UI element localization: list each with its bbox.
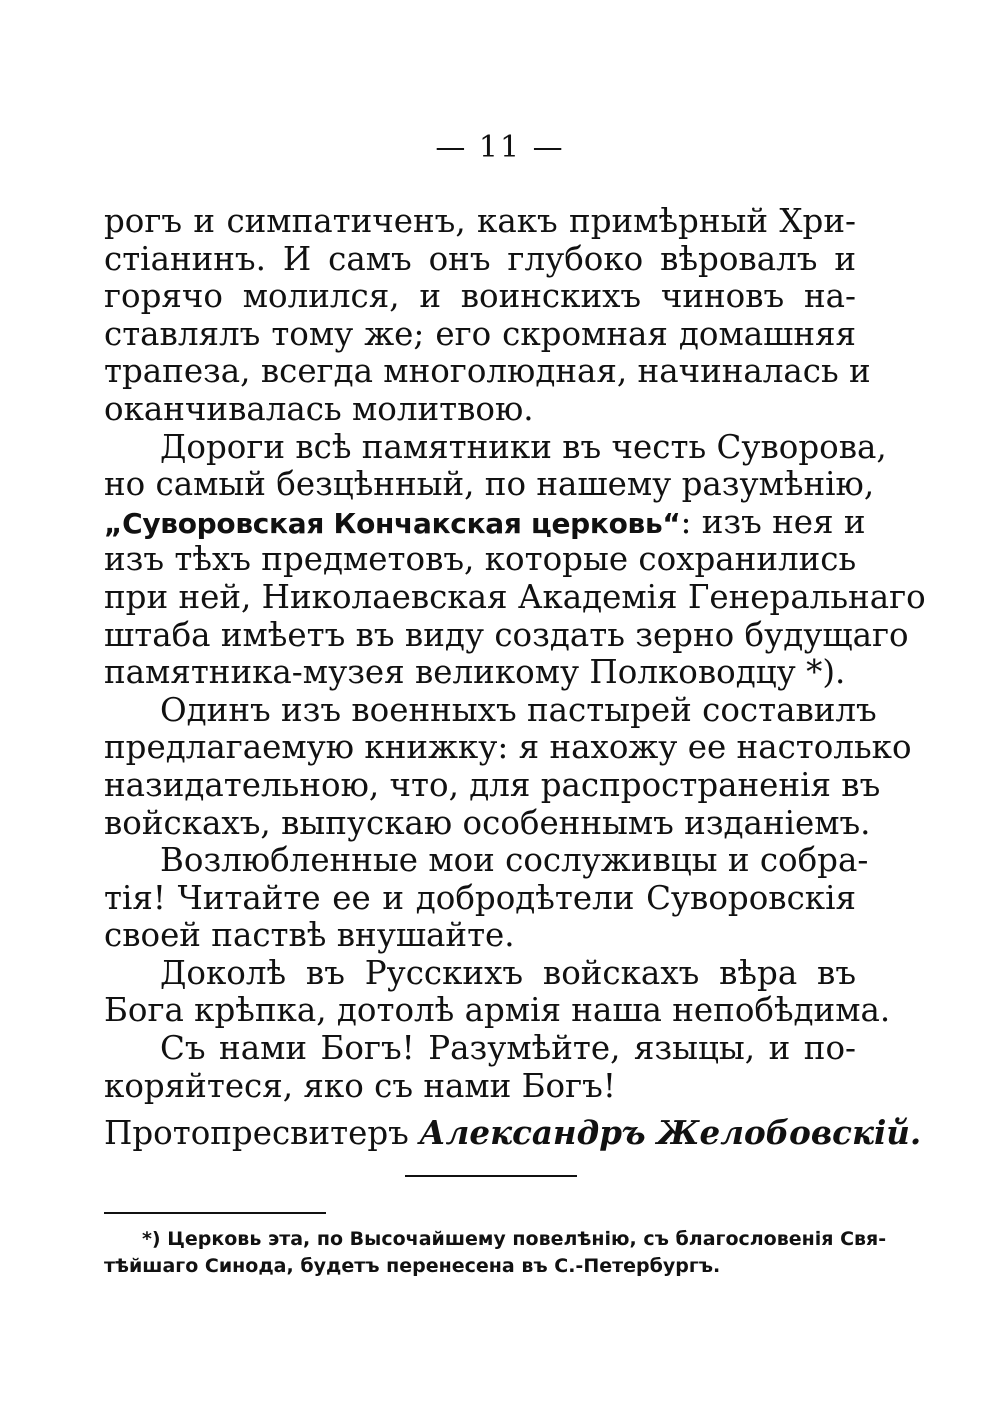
- page-number: — 11 —: [435, 130, 565, 165]
- main-text: [104, 202, 926, 1105]
- text-line: изъ тѣхъ предметовъ, которые сохранились: [104, 540, 857, 579]
- footnote-divider: [104, 1212, 326, 1214]
- text-line: назидательною, что, для распространенія въ: [104, 765, 881, 804]
- text-line: Возлюбленные мои сослуживцы и собра-: [160, 841, 869, 880]
- text-line: Дороги всѣ памятники въ честь Суворова,: [160, 427, 887, 466]
- signature-title: Протопресвитеръ: [104, 1114, 420, 1152]
- text-line: тія! Читайте ее и добродѣтели Суворовскія: [104, 878, 856, 917]
- text-line: стіанинъ. И самъ онъ глубоко вѣровалъ и: [104, 239, 856, 278]
- text-line: трапеза, всегда многолюдная, начиналась и: [104, 352, 871, 391]
- text-line: коряйтеся, яко съ нами Богъ!: [104, 1066, 616, 1105]
- section-divider: [405, 1175, 577, 1177]
- footnote-line: тѣйшаго Синода, будетъ перенесена въ С.-Петербургъ.: [104, 1255, 721, 1277]
- text-line: но самый безцѣнный, по нашему разумѣнію,: [104, 465, 875, 504]
- text-fragment: : изъ нея и: [680, 502, 866, 541]
- text-line: рогъ и симпатиченъ, какъ примѣрный Хри-: [104, 202, 856, 240]
- text-line: штаба имѣетъ въ виду создать зерно будущаго: [104, 615, 909, 654]
- text-line: при ней, Николаевская Академія Генеральнаго: [104, 577, 926, 616]
- text-line: Одинъ изъ военныхъ пастырей составилъ: [160, 690, 877, 729]
- text-line: Доколѣ въ Русскихъ войскахъ вѣра въ: [160, 953, 856, 992]
- church-title: „Суворовская Кончакская церковь“: [104, 506, 681, 540]
- footnote-line: *) Церковь эта, по Высочайшему повелѣнію, съ благословенія Свя-: [142, 1228, 887, 1250]
- text-line: войскахъ, выпускаю особеннымъ изданіемъ.: [104, 803, 871, 842]
- signature: [104, 1113, 922, 1152]
- text-line: горячо молился, и воинскихъ чиновъ на-: [104, 277, 856, 316]
- text-line: предлагаемую книжку: я нахожу ее настолько: [104, 728, 912, 767]
- text-line-with-title: [104, 502, 866, 542]
- signature-name: Александръ Желобовскій.: [419, 1113, 922, 1152]
- text-line: своей паствѣ внушайте.: [104, 916, 515, 955]
- text-line: оканчивалась молитвою.: [104, 389, 534, 428]
- text-line: ставлялъ тому же; его скромная домашняя: [104, 314, 856, 353]
- footnote: [104, 1226, 887, 1280]
- text-line: Бога крѣпка, дотолѣ армія наша непобѣдима.: [104, 991, 891, 1030]
- text-line: памятника-музея великому Полководцу *).: [104, 653, 846, 692]
- text-line: Съ нами Богъ! Разумѣйте, языцы, и по-: [160, 1029, 856, 1068]
